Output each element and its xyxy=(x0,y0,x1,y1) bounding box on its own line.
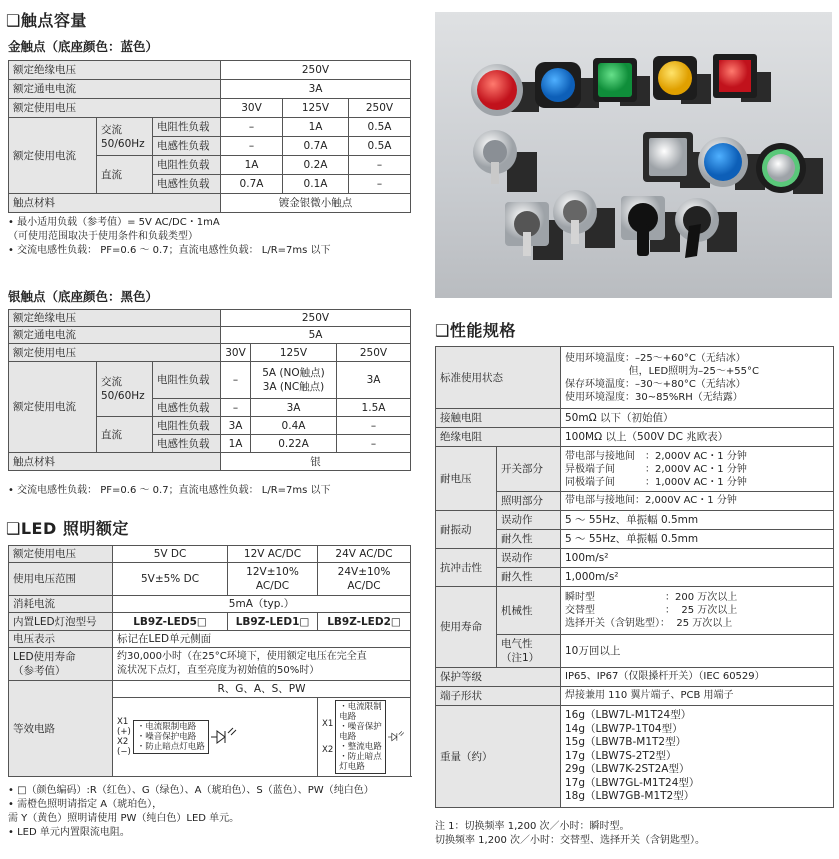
rated-insulation-value: 250V xyxy=(221,310,411,327)
value-line: 约30,000小时（在25°C环境下，使用额定电压在完全直 xyxy=(117,651,367,662)
range-line: 24V±10% xyxy=(337,566,391,578)
note-line: 注 1：切换频率 1,200 次／小时：瞬时型。 xyxy=(435,821,630,832)
res-load-label: 电阻性负载 xyxy=(153,362,221,399)
gold-contact-notes xyxy=(8,216,331,258)
env-line: 使用环境温度：–25～+60°C（无结冰） xyxy=(565,352,746,364)
col-12v: 12V AC/DC xyxy=(228,546,318,563)
value-line: 同极端子间 ：1,000V AC・1 分钟 xyxy=(565,476,747,488)
note-line: • □（颜色编码）:R（红色）、G（绿色）、A（琥珀色）、S（蓝色）、PW（纯白色） xyxy=(8,785,374,796)
env-line: 保存环境温度：–30～+80°C（无结冰） xyxy=(565,378,746,390)
weight-line: 29g（LBW7K-2ST2A型） xyxy=(565,763,690,776)
terminal-label: 端子形状 xyxy=(436,687,561,706)
value-line: 异极端子间 ：2,000V AC・1 分钟 xyxy=(565,463,747,475)
label-line: 电气性 xyxy=(501,638,533,650)
led-rating-table xyxy=(8,545,411,777)
blue-round-button xyxy=(535,62,599,108)
gold-contact-table xyxy=(8,60,411,213)
insul-res-label: 绝缘电阻 xyxy=(436,428,561,447)
value-line: 瞬时型 ：200 万次以上 xyxy=(565,592,738,603)
ac-label: 交流 50/60Hz xyxy=(97,362,153,417)
vibration-label: 耐振动 xyxy=(436,511,497,549)
cell: – xyxy=(221,137,283,156)
elec-value: 10万回以上 xyxy=(561,635,834,668)
circuit-dc xyxy=(113,698,318,777)
note-line: • 交流电感性负载： PF=0.6 ～ 0.7；直流电感性负载： L/R=7ms 以下 xyxy=(8,485,331,496)
led-diode-icon xyxy=(388,726,406,748)
rated-current-label: 额定通电电流 xyxy=(9,80,221,99)
malfunction-label: 误动作 xyxy=(497,511,561,530)
switch-part-label: 开关部分 xyxy=(497,447,561,492)
switch-part-value xyxy=(561,447,834,492)
yellow-round-button xyxy=(653,56,711,104)
cell: – xyxy=(221,362,251,399)
circuit-block xyxy=(335,700,386,774)
product-photo xyxy=(435,12,832,298)
mech-value xyxy=(561,587,834,635)
cell: 0.22A xyxy=(251,435,337,453)
weight-line: 17g（LBW7S-2T2型） xyxy=(565,749,677,762)
col-5vdc: 5V DC xyxy=(113,546,228,563)
note-line: （可使用范围取决于使用条件和负载类型） xyxy=(8,231,198,242)
cell: 1A xyxy=(221,156,283,175)
res-load-label: 电阻性负载 xyxy=(153,118,221,137)
led-rating-title: ❑LED 照明额定 xyxy=(6,519,129,538)
rated-current-label: 额定通电电流 xyxy=(9,327,221,344)
terminal-x1: X1 xyxy=(117,717,129,727)
circuit-line: ・噪音保护电路 xyxy=(339,722,382,742)
value-line: 带电部与接地间 ：2,000V AC・1 分钟 xyxy=(565,450,747,462)
circuit-terminals xyxy=(322,711,333,763)
label-line: （注1） xyxy=(501,652,540,664)
range-5v: 5V±5% DC xyxy=(113,563,228,596)
range-12v xyxy=(228,563,318,596)
dc-label: 直流 xyxy=(97,417,153,453)
silver-contact-table xyxy=(8,309,411,471)
dc-label: 直流 xyxy=(97,156,153,194)
res-load-label: 电阻性负载 xyxy=(153,417,221,435)
current-value: 5mA（typ.） xyxy=(113,596,411,613)
cell: 0.2A xyxy=(283,156,349,175)
weight-label: 重量（约） xyxy=(436,706,561,808)
silver-contact-notes xyxy=(8,484,331,498)
ind-load-label: 电感性负载 xyxy=(153,435,221,453)
weight-line: 16g（LBW7L-M1T24型） xyxy=(565,709,692,722)
terminal-x2: X2 xyxy=(117,737,129,747)
cell-line: 5A (NO触点) xyxy=(262,367,325,379)
weight-line: 15g（LBW7B-M1T2型） xyxy=(565,736,687,749)
rated-current-value: 5A xyxy=(221,327,411,344)
ind-load-label: 电感性负载 xyxy=(153,399,221,417)
led-colors: R、G、A、S、PW xyxy=(113,681,411,698)
circuit-label: 等效电路 xyxy=(9,681,113,777)
green-ring-button xyxy=(756,143,823,194)
rated-voltage-label: 额定使用电压 xyxy=(9,99,221,118)
protect-label: 保护等级 xyxy=(436,668,561,687)
cell: 0.1A xyxy=(283,175,349,194)
led-life-label xyxy=(9,648,113,681)
rated-insulation-label: 额定绝缘电压 xyxy=(9,61,221,80)
note-line: • 交流电感性负载： PF=0.6 ～ 0.7；直流电感性负载： L/R=7ms 以下 xyxy=(8,245,331,256)
red-square-button xyxy=(713,54,771,102)
led-model-1: LB9Z-LED1□ xyxy=(228,613,318,631)
cell: 3A xyxy=(251,399,337,417)
note-line: • LED 单元内置限流电阻。 xyxy=(8,827,130,838)
ind-load-label: 电感性负载 xyxy=(153,137,221,156)
circuit-line: ・防止暗点灯电路 xyxy=(136,742,205,752)
voltage-mark-value: 标记在LED单元侧面 xyxy=(113,631,411,648)
cell: 0.4A xyxy=(251,417,337,435)
circuit-line: ・防止暗点灯电路 xyxy=(339,752,382,772)
material-label: 触点材料 xyxy=(9,453,221,471)
cell: – xyxy=(349,175,411,194)
res-load-label: 电阻性负载 xyxy=(153,156,221,175)
note-line: 切换频率 1,200 次／小时：交替型、选择开关（含钥匙型）。 xyxy=(435,835,705,846)
switch-lineup-image xyxy=(435,12,832,298)
cell-line: 3A (NC触点) xyxy=(262,381,325,393)
col-24v: 24V AC/DC xyxy=(318,546,411,563)
cell: 3A xyxy=(337,362,411,399)
led-rated-voltage-label: 额定使用电压 xyxy=(9,546,113,563)
elec-label xyxy=(497,635,561,668)
terminal-x2: X2 xyxy=(322,745,334,755)
cell: – xyxy=(337,435,411,453)
terminal-x1: X1 xyxy=(322,719,334,729)
malfunction-label: 误动作 xyxy=(497,549,561,568)
circuit-block xyxy=(133,720,209,754)
note-line: 需 Y（黄色）照明请使用 PW（纯白色）LED 单元。 xyxy=(8,813,240,824)
env-label: 标准使用状态 xyxy=(436,347,561,409)
performance-spec-table xyxy=(435,346,834,808)
cell: 0.5A xyxy=(349,118,411,137)
insul-res-value: 100MΩ 以上（500V DC 兆欧表） xyxy=(561,428,834,447)
value-line: 交替型 ： 25 万次以上 xyxy=(565,605,738,616)
rated-current-value: 3A xyxy=(221,80,411,99)
cell: – xyxy=(337,417,411,435)
led-diode-icon xyxy=(211,726,239,748)
ind-load-label: 电感性负载 xyxy=(153,175,221,194)
voltage-125v: 125V xyxy=(251,344,337,362)
cell: 1A xyxy=(283,118,349,137)
env-value xyxy=(561,347,834,409)
cell: 1A xyxy=(221,435,251,453)
circuit-line: ・电流限制电路 xyxy=(136,722,197,732)
cell: 0.7A xyxy=(221,175,283,194)
voltage-30v: 30V xyxy=(221,344,251,362)
voltage-30v: 30V xyxy=(221,99,283,118)
cell: 0.7A xyxy=(283,137,349,156)
rated-insulation-value: 250V xyxy=(221,61,411,80)
green-square-button xyxy=(593,58,650,106)
voltage-125v: 125V xyxy=(283,99,349,118)
note-line: • 最小适用负载（参考值）= 5V AC/DC・1mA xyxy=(8,217,220,228)
range-24v xyxy=(318,563,411,596)
mech-label: 机械性 xyxy=(497,587,561,635)
label-line: LED使用寿命 xyxy=(13,651,76,663)
cell-no-nc xyxy=(251,362,337,399)
range-line: AC/DC xyxy=(347,580,381,592)
life-label: 使用寿命 xyxy=(436,587,497,668)
performance-notes xyxy=(435,820,705,848)
led-model-5: LB9Z-LED5□ xyxy=(113,613,228,631)
silver-contact-title: 银触点（底座颜色：黑色） xyxy=(8,289,159,304)
selector-switch-black xyxy=(621,196,680,256)
cell: 3A xyxy=(221,417,251,435)
selector-switch-lever xyxy=(675,198,737,258)
contact-capacity-title: ❑触点容量 xyxy=(6,11,87,30)
cell: – xyxy=(221,399,251,417)
led-notes xyxy=(8,784,374,840)
current-label: 消耗电流 xyxy=(9,596,113,613)
rated-use-current-label: 额定使用电流 xyxy=(9,118,97,194)
vib-dur-value: 5 ～ 55Hz、单振幅 0.5mm xyxy=(561,530,834,549)
voltage-250v: 250V xyxy=(337,344,411,362)
circuit-terminals xyxy=(117,717,131,757)
value-line: 选择开关（含钥匙型）： 25 万次以上 xyxy=(565,618,733,629)
label-line: （参考值） xyxy=(13,665,66,677)
led-life-value xyxy=(113,648,411,681)
durability-label: 耐久性 xyxy=(497,530,561,549)
rated-use-current-label: 额定使用电流 xyxy=(9,362,97,453)
gold-contact-title: 金触点（底座颜色：蓝色） xyxy=(8,39,159,54)
light-part-label: 照明部分 xyxy=(497,492,561,511)
weight-line: 14g（LBW7P-1T04型） xyxy=(565,722,683,735)
terminal-x2-minus: (−) xyxy=(117,747,131,757)
weight-line: 17g（LBW7GL-M1T24型） xyxy=(565,776,700,789)
withstand-label: 耐电压 xyxy=(436,447,497,511)
red-round-button xyxy=(471,64,539,116)
cell: 1.5A xyxy=(337,399,411,417)
material-label: 触点材料 xyxy=(9,194,221,213)
shock-dur-value: 1,000m/s² xyxy=(561,568,834,587)
protect-value: IP65、IP67（仅限搡杆开关）（IEC 60529） xyxy=(561,668,834,687)
terminal-value: 焊接兼用 110 翼片端子、PCB 用端子 xyxy=(561,687,834,706)
weight-value xyxy=(561,706,834,808)
led-model-2: LB9Z-LED2□ xyxy=(318,613,411,631)
led-model-label: 内置LED灯泡型号 xyxy=(9,613,113,631)
contact-res-value: 50mΩ 以下（初始值） xyxy=(561,409,834,428)
voltage-250v: 250V xyxy=(349,99,411,118)
cell: – xyxy=(221,118,283,137)
key-switch xyxy=(473,130,537,192)
light-part-value: 带电部与接地间：2,000V AC・1 分钟 xyxy=(561,492,834,511)
shock-mal-value: 100m/s² xyxy=(561,549,834,568)
material-value: 镀金银微小触点 xyxy=(221,194,411,213)
ac-label: 交流 50/60Hz xyxy=(97,118,153,156)
circuit-ac-dc xyxy=(318,698,411,777)
shock-label: 抗冲击性 xyxy=(436,549,497,587)
vib-mal-value: 5 ～ 55Hz、单振幅 0.5mm xyxy=(561,511,834,530)
circuit-line: ・噪音保护电路 xyxy=(136,732,197,742)
rated-voltage-label: 额定使用电压 xyxy=(9,344,221,362)
rated-insulation-label: 额定绝缘电压 xyxy=(9,310,221,327)
material-value: 银 xyxy=(221,453,411,471)
env-line: 使用环境湿度：30~85%RH（无结露） xyxy=(565,391,743,403)
performance-spec-title: ❑性能规格 xyxy=(435,321,516,340)
circuit-line: ・整流电路 xyxy=(339,742,382,752)
cell: 0.5A xyxy=(349,137,411,156)
durability-label: 耐久性 xyxy=(497,568,561,587)
range-line: AC/DC xyxy=(255,580,290,592)
weight-line: 18g（LBW7GB-M1T2型） xyxy=(565,790,695,803)
value-line: 流状况下点灯，直至亮度为初始值的50%时） xyxy=(117,665,320,676)
circuit-line: ・电流限制电路 xyxy=(339,702,382,722)
range-line: 12V±10% xyxy=(246,566,299,578)
voltage-range-label: 使用电压范围 xyxy=(9,563,113,596)
contact-res-label: 接触电阻 xyxy=(436,409,561,428)
voltage-mark-label: 电压表示 xyxy=(9,631,113,648)
terminal-x1-plus: (+) xyxy=(117,727,131,737)
cell: – xyxy=(349,156,411,175)
note-line: • 需橙色照明请指定 A（琥珀色）， xyxy=(8,799,163,810)
env-line: 但，LED照明为–25～+55°C xyxy=(565,365,759,377)
